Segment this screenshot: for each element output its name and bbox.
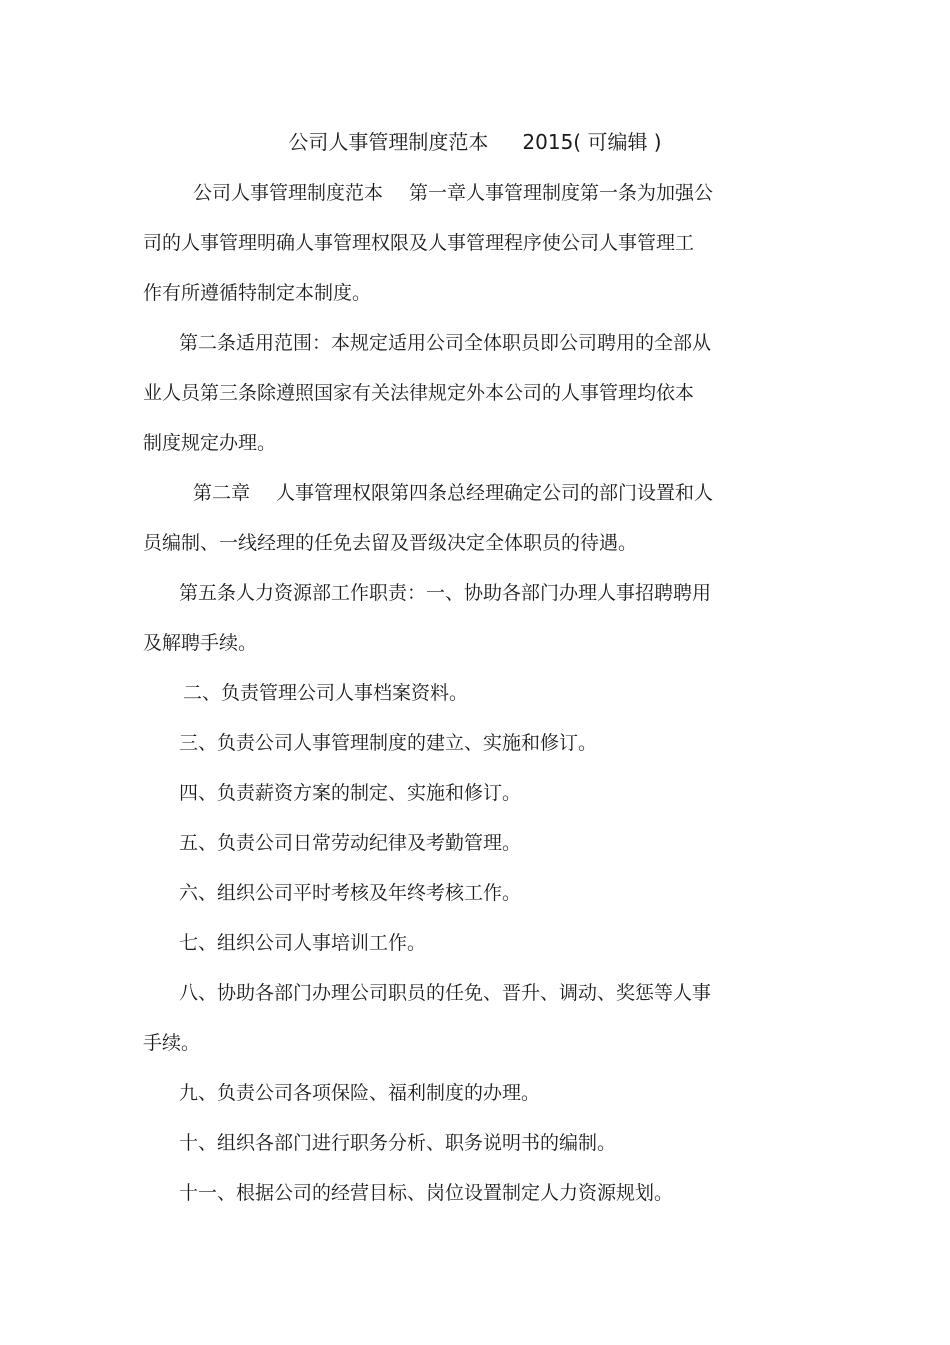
paragraph-2 [143, 318, 793, 468]
p2-line1: 第二条适用范围：本规定适用公司全体职员即公司聘用的全部从 [179, 332, 712, 354]
title-main: 公司人事管理制度范本 [288, 130, 489, 154]
duty-item-8-line2: 手续。 [143, 1032, 201, 1054]
duty-item-6: 六、组织公司平时考核及年终考核工作。 [179, 882, 522, 904]
p3-line2: 员编制、一线经理的任免去留及晋级决定全体职员的待遇。 [143, 532, 638, 554]
p1-line3: 作有所遵循特制定本制度。 [143, 282, 372, 304]
duty-list [143, 668, 793, 1218]
document-title [0, 127, 950, 157]
duty-item-4: 四、负责薪资方案的制定、实施和修订。 [179, 782, 522, 804]
paragraph-1 [143, 168, 793, 318]
duty-item-8-line1: 八、协助各部门办理公司职员的任免、晋升、调动、奖惩等人事 [179, 982, 712, 1004]
duty-item-10: 十、组织各部门进行职务分析、职务说明书的编制。 [179, 1132, 617, 1154]
paragraph-3 [143, 468, 793, 568]
duty-item-2: 二、负责管理公司人事档案资料。 [183, 682, 469, 704]
duty-item-5: 五、负责公司日常劳动纪律及考勤管理。 [179, 832, 522, 854]
p1-line1-part-a: 公司人事管理制度范本 [193, 182, 384, 204]
paragraph-4 [143, 568, 793, 668]
duty-item-3: 三、负责公司人事管理制度的建立、实施和修订。 [179, 732, 598, 754]
duty-item-11: 十一、根据公司的经营目标、岗位设置制定人力资源规划。 [179, 1182, 674, 1204]
p1-line2: 司的人事管理明确人事管理权限及人事管理程序使公司人事管理工 [143, 232, 695, 254]
p4-line2: 及解聘手续。 [143, 632, 258, 654]
p3-line1-text: 人事管理权限第四条总经理确定公司的部门设置和人 [276, 482, 714, 504]
title-year: 2015( 可编辑 ) [522, 130, 662, 154]
p4-line1: 第五条人力资源部工作职责：一、协助各部门办理人事招聘聘用 [179, 582, 712, 604]
p2-line3: 制度规定办理。 [143, 432, 277, 454]
p1-line1-part-b: 第一章人事管理制度第一条为加强公 [409, 182, 714, 204]
p3-chapter-label: 第二章 [193, 482, 251, 504]
p2-line2: 业人员第三条除遵照国家有关法律规定外本公司的人事管理均依本 [143, 382, 695, 404]
duty-item-7: 七、组织公司人事培训工作。 [179, 932, 427, 954]
duty-item-9: 九、负责公司各项保险、福利制度的办理。 [179, 1082, 541, 1104]
